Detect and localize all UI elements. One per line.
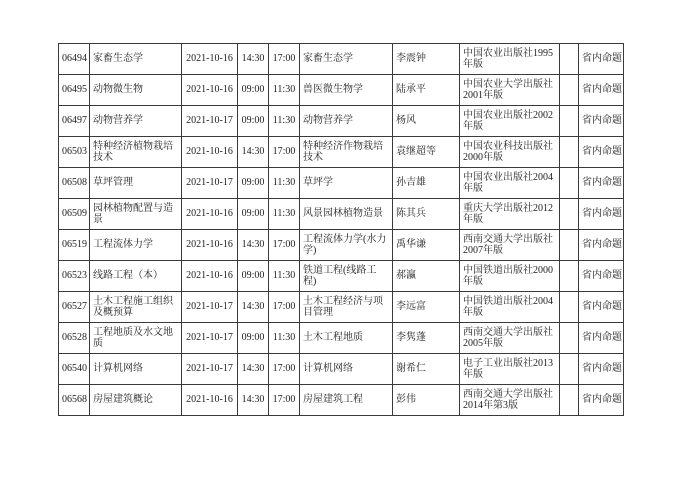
exam-subject-cell: 房屋建筑工程 — [300, 385, 393, 416]
course-name-cell: 园林植物配置与造景 — [90, 199, 182, 230]
start-time-cell: 09:00 — [238, 168, 269, 199]
exam-subject-cell: 特种经济作物栽培技术 — [300, 137, 393, 168]
course-code-cell: 06540 — [59, 354, 90, 385]
end-time-cell: 11:30 — [269, 106, 300, 137]
course-name-cell: 工程地质及水文地质 — [90, 323, 182, 354]
author-cell: 陈其兵 — [393, 199, 460, 230]
exam-date-cell: 2021-10-17 — [182, 292, 238, 323]
course-name-cell: 土木工程施工组织及概预算 — [90, 292, 182, 323]
exam-date-cell: 2021-10-16 — [182, 230, 238, 261]
note-cell — [560, 323, 579, 354]
course-name-cell: 线路工程（本） — [90, 261, 182, 292]
course-code-cell: 06503 — [59, 137, 90, 168]
start-time-cell: 14:30 — [238, 354, 269, 385]
exam-subject-cell: 土木工程地质 — [300, 323, 393, 354]
exam-date-cell: 2021-10-16 — [182, 385, 238, 416]
end-time-cell: 17:00 — [269, 137, 300, 168]
end-time-cell: 11:30 — [269, 168, 300, 199]
publisher-cell: 中国农业出版社1995年版 — [460, 44, 560, 75]
publisher-cell: 西南交通大学出版社2014年第3版 — [460, 385, 560, 416]
note-cell — [560, 354, 579, 385]
note-cell — [560, 168, 579, 199]
table-row — [59, 385, 624, 416]
exam-mode-cell: 省内命题 — [579, 137, 624, 168]
exam-subject-cell: 动物营养学 — [300, 106, 393, 137]
table-body — [59, 44, 624, 416]
table-row — [59, 323, 624, 354]
start-time-cell: 09:00 — [238, 261, 269, 292]
note-cell — [560, 75, 579, 106]
table-row — [59, 292, 624, 323]
exam-mode-cell: 省内命题 — [579, 44, 624, 75]
course-name-cell: 工程流体力学 — [90, 230, 182, 261]
course-code-cell: 06495 — [59, 75, 90, 106]
exam-subject-cell: 计算机网络 — [300, 354, 393, 385]
course-code-cell: 06497 — [59, 106, 90, 137]
author-cell: 杨风 — [393, 106, 460, 137]
start-time-cell: 09:00 — [238, 75, 269, 106]
course-code-cell: 06523 — [59, 261, 90, 292]
course-name-cell: 草坪管理 — [90, 168, 182, 199]
note-cell — [560, 44, 579, 75]
end-time-cell: 17:00 — [269, 44, 300, 75]
start-time-cell: 14:30 — [238, 230, 269, 261]
end-time-cell: 17:00 — [269, 292, 300, 323]
table-row — [59, 199, 624, 230]
publisher-cell: 中国铁道出版社2004年版 — [460, 292, 560, 323]
publisher-cell: 重庆大学出版社2012年版 — [460, 199, 560, 230]
start-time-cell: 14:30 — [238, 137, 269, 168]
exam-date-cell: 2021-10-16 — [182, 44, 238, 75]
table-row — [59, 137, 624, 168]
exam-mode-cell: 省内命题 — [579, 385, 624, 416]
end-time-cell: 17:00 — [269, 354, 300, 385]
course-name-cell: 动物营养学 — [90, 106, 182, 137]
start-time-cell: 14:30 — [238, 292, 269, 323]
note-cell — [560, 137, 579, 168]
note-cell — [560, 199, 579, 230]
course-name-cell: 房屋建筑概论 — [90, 385, 182, 416]
exam-mode-cell: 省内命题 — [579, 292, 624, 323]
publisher-cell: 西南交通大学出版社2005年版 — [460, 323, 560, 354]
start-time-cell: 14:30 — [238, 44, 269, 75]
end-time-cell: 11:30 — [269, 199, 300, 230]
exam-schedule-table — [58, 43, 624, 416]
exam-date-cell: 2021-10-16 — [182, 261, 238, 292]
author-cell: 袁继超等 — [393, 137, 460, 168]
start-time-cell: 09:00 — [238, 323, 269, 354]
table-row — [59, 106, 624, 137]
author-cell: 彭伟 — [393, 385, 460, 416]
exam-mode-cell: 省内命题 — [579, 75, 624, 106]
exam-date-cell: 2021-10-16 — [182, 75, 238, 106]
author-cell: 李隽蓬 — [393, 323, 460, 354]
course-code-cell: 06528 — [59, 323, 90, 354]
note-cell — [560, 106, 579, 137]
note-cell — [560, 230, 579, 261]
course-name-cell: 计算机网络 — [90, 354, 182, 385]
exam-mode-cell: 省内命题 — [579, 261, 624, 292]
exam-subject-cell: 兽医微生物学 — [300, 75, 393, 106]
course-name-cell: 动物微生物 — [90, 75, 182, 106]
exam-date-cell: 2021-10-16 — [182, 199, 238, 230]
author-cell: 李远富 — [393, 292, 460, 323]
exam-subject-cell: 草坪学 — [300, 168, 393, 199]
end-time-cell: 17:00 — [269, 230, 300, 261]
end-time-cell: 11:30 — [269, 323, 300, 354]
publisher-cell: 西南交通大学出版社2007年版 — [460, 230, 560, 261]
author-cell: 郝瀛 — [393, 261, 460, 292]
exam-subject-cell: 土木工程经济与项目管理 — [300, 292, 393, 323]
exam-date-cell: 2021-10-17 — [182, 323, 238, 354]
table-row — [59, 168, 624, 199]
exam-mode-cell: 省内命题 — [579, 230, 624, 261]
course-code-cell: 06509 — [59, 199, 90, 230]
course-code-cell: 06508 — [59, 168, 90, 199]
exam-subject-cell: 工程流体力学(水力学) — [300, 230, 393, 261]
course-code-cell: 06568 — [59, 385, 90, 416]
author-cell: 禹华谦 — [393, 230, 460, 261]
exam-subject-cell: 风景园林植物造景 — [300, 199, 393, 230]
end-time-cell: 11:30 — [269, 261, 300, 292]
table-row — [59, 261, 624, 292]
exam-subject-cell: 家畜生态学 — [300, 44, 393, 75]
exam-mode-cell: 省内命题 — [579, 106, 624, 137]
note-cell — [560, 385, 579, 416]
exam-date-cell: 2021-10-17 — [182, 354, 238, 385]
note-cell — [560, 261, 579, 292]
publisher-cell: 中国农业大学出版社2001年版 — [460, 75, 560, 106]
table-row — [59, 230, 624, 261]
exam-subject-cell: 铁道工程(线路工程) — [300, 261, 393, 292]
start-time-cell: 09:00 — [238, 199, 269, 230]
publisher-cell: 中国农业科技出版社2000年版 — [460, 137, 560, 168]
table-row — [59, 44, 624, 75]
exam-date-cell: 2021-10-17 — [182, 168, 238, 199]
end-time-cell: 11:30 — [269, 75, 300, 106]
author-cell: 李震钟 — [393, 44, 460, 75]
exam-mode-cell: 省内命题 — [579, 168, 624, 199]
course-name-cell: 家畜生态学 — [90, 44, 182, 75]
exam-mode-cell: 省内命题 — [579, 323, 624, 354]
exam-date-cell: 2021-10-17 — [182, 106, 238, 137]
course-name-cell: 特种经济植物栽培技术 — [90, 137, 182, 168]
table-row — [59, 75, 624, 106]
course-code-cell: 06494 — [59, 44, 90, 75]
publisher-cell: 中国农业出版社2002年版 — [460, 106, 560, 137]
publisher-cell: 中国农业出版社2004年版 — [460, 168, 560, 199]
note-cell — [560, 292, 579, 323]
course-code-cell: 06519 — [59, 230, 90, 261]
author-cell: 陆承平 — [393, 75, 460, 106]
start-time-cell: 09:00 — [238, 106, 269, 137]
publisher-cell: 中国铁道出版社2000年版 — [460, 261, 560, 292]
course-code-cell: 06527 — [59, 292, 90, 323]
start-time-cell: 14:30 — [238, 385, 269, 416]
author-cell: 孙吉雄 — [393, 168, 460, 199]
table-row — [59, 354, 624, 385]
exam-date-cell: 2021-10-16 — [182, 137, 238, 168]
publisher-cell: 电子工业出版社2013年版 — [460, 354, 560, 385]
exam-mode-cell: 省内命题 — [579, 199, 624, 230]
exam-mode-cell: 省内命题 — [579, 354, 624, 385]
end-time-cell: 17:00 — [269, 385, 300, 416]
author-cell: 谢希仁 — [393, 354, 460, 385]
